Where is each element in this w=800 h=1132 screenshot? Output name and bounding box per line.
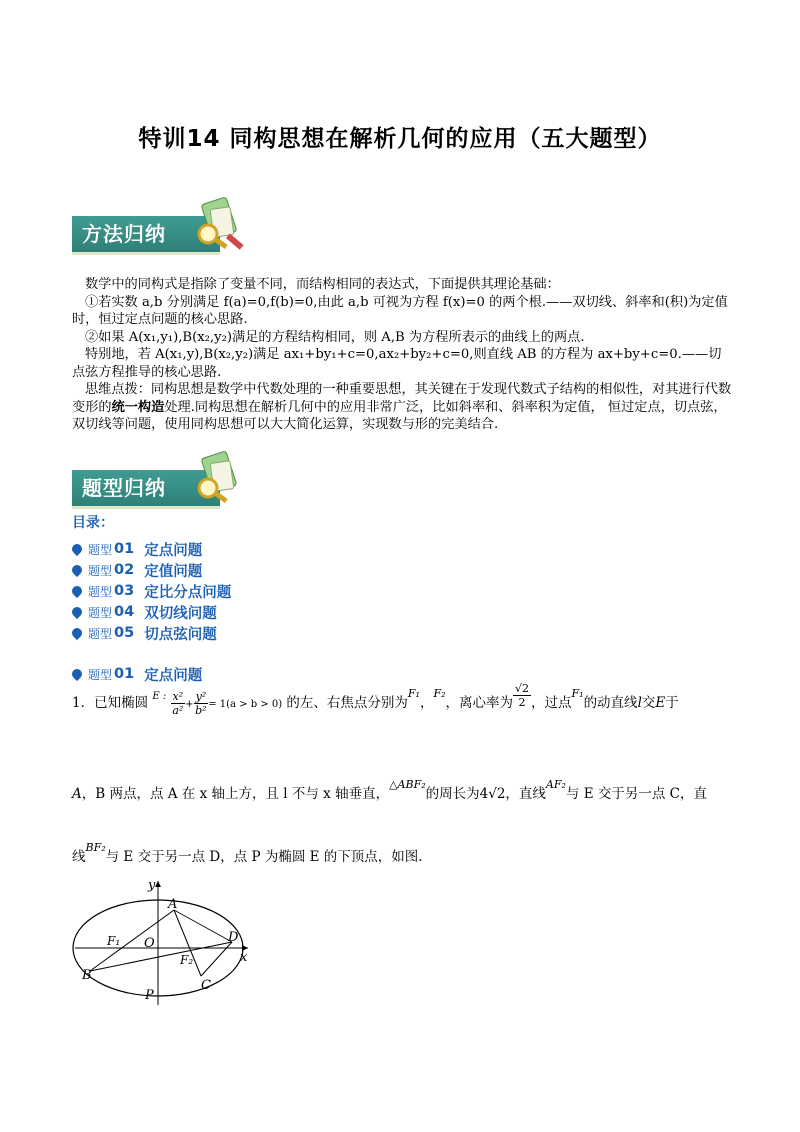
problem-text: ，过点 bbox=[531, 695, 572, 711]
line-ab bbox=[90, 910, 174, 971]
label-a: A bbox=[168, 897, 178, 912]
toc-item-label: 双切线问题 bbox=[144, 605, 217, 622]
location-pin-icon bbox=[70, 584, 84, 598]
toc-item-prefix: 题型 bbox=[88, 626, 113, 641]
problem-text: ，B 两点，点 A 在 x 轴上方，且 l 不与 x 轴垂直， bbox=[81, 786, 390, 802]
problem-text: 的动直线 bbox=[583, 695, 638, 711]
section-heading bbox=[72, 664, 202, 684]
location-pin-icon bbox=[70, 626, 84, 640]
location-pin-icon bbox=[70, 667, 84, 681]
ellipse-figure bbox=[70, 875, 260, 1010]
line-l: l bbox=[637, 695, 642, 711]
toc-item-prefix: 题型 bbox=[88, 584, 113, 599]
ellipse-name: E : bbox=[152, 691, 167, 702]
toc-item-number: 03 bbox=[114, 583, 135, 599]
label-y: y bbox=[148, 878, 156, 893]
intro-paragraph-5-bold: 统一构造 bbox=[111, 399, 165, 415]
label-p: P bbox=[145, 988, 154, 1003]
toc-item-label: 定值问题 bbox=[144, 563, 203, 580]
problem-text: 与 E 交于另一点 C，直 bbox=[565, 786, 707, 802]
toc-item-label: 切点弦问题 bbox=[144, 626, 217, 643]
problem-text: 线 bbox=[72, 849, 86, 865]
ellipse-condition: = 1(a > b > 0) bbox=[208, 699, 283, 710]
problem-text: 的周长为 bbox=[425, 786, 480, 802]
focus-f1: F₁ bbox=[571, 687, 584, 700]
toc-item-number: 01 bbox=[114, 541, 135, 557]
method-summary-banner bbox=[72, 196, 247, 262]
intro-paragraph-5-c: 处理.同构思想在解析几何中的应用非常广泛，比如斜率和、斜率积为定值， 恒过定点，切点弦，双切线等问题，使用同构思想可以大大简化运算，实现数与形的完美结合. bbox=[72, 399, 727, 432]
focus-f2: F₂ bbox=[433, 687, 446, 700]
problem-text: 于 bbox=[665, 695, 679, 711]
intro-paragraph-2: ①若实数 a,b 分别满足 f(a)=0,f(b)=0,由此 a,b 可视为方程 f(x)=0 的两个根.——双切线、斜率和(积)为定值时，恒过定点问题的核心思路. bbox=[72, 294, 728, 327]
location-pin-icon bbox=[70, 563, 84, 577]
banner-label: 方法归纳 bbox=[82, 222, 166, 246]
intro-text bbox=[72, 276, 732, 434]
toc-item-number: 04 bbox=[114, 604, 135, 620]
triangle-abf2: △ABF₂ bbox=[389, 778, 426, 791]
point-a: A bbox=[72, 786, 82, 802]
intro-paragraph-3: ②如果 A(x₁,y₁),B(x₂,y₂)满足的方程结构相同，则 A,B 为方程所表示的曲线上的两点. bbox=[85, 329, 585, 345]
label-origin: O bbox=[144, 936, 155, 951]
location-pin-icon bbox=[70, 542, 84, 556]
book-magnifier-icon bbox=[192, 196, 252, 258]
label-f1: F₁ bbox=[107, 934, 121, 948]
toc-item-number: 02 bbox=[114, 562, 135, 578]
toc-item[interactable] bbox=[72, 539, 202, 559]
section-title: 定点问题 bbox=[144, 667, 203, 684]
toc-item-label: 定比分点问题 bbox=[144, 584, 232, 601]
line-bf2: BF₂ bbox=[85, 841, 106, 854]
fraction-y2-b2: $\frac{\text{y²}}{\text{b²}}$ bbox=[195, 690, 207, 717]
intro-paragraph-5 bbox=[72, 381, 732, 434]
intro-paragraph-5-a: 思维点拨：同构思想是数学中代数处理的一种重要思想，其关键在于发现代数式子结构的相似性，对其进行代数变形的 bbox=[72, 382, 732, 415]
line-ad bbox=[174, 910, 232, 942]
eccentricity-numerator: √2 bbox=[515, 682, 530, 695]
focus-f1: F₁ bbox=[407, 687, 420, 700]
question-types-banner bbox=[72, 450, 247, 516]
toc-heading: 目录： bbox=[72, 515, 114, 531]
location-pin-icon bbox=[70, 605, 84, 619]
toc-item-number: 05 bbox=[114, 625, 135, 641]
toc-item[interactable] bbox=[72, 581, 231, 601]
page-title: 特训14 同构思想在解析几何的应用（五大题型） bbox=[138, 126, 662, 152]
book-magnifier-icon bbox=[192, 450, 252, 512]
ellipse-e: E bbox=[655, 695, 666, 711]
label-b: B bbox=[82, 968, 92, 983]
toc-item-prefix: 题型 bbox=[88, 542, 113, 557]
problem-text: ， bbox=[419, 695, 434, 711]
toc-item-prefix: 题型 bbox=[88, 605, 113, 620]
problem-1-line-3 bbox=[72, 841, 423, 865]
section-prefix: 题型 bbox=[88, 667, 113, 682]
label-c: C bbox=[201, 978, 211, 993]
label-x: x bbox=[240, 950, 248, 965]
toc-item[interactable] bbox=[72, 560, 202, 580]
section-number: 01 bbox=[114, 666, 135, 682]
problem-text: 与 E 交于另一点 D，点 P 为椭圆 E 的下顶点，如图. bbox=[105, 849, 423, 865]
problem-number: 1．已知椭圆 bbox=[72, 695, 149, 711]
problem-text: 交 bbox=[641, 695, 656, 711]
problem-text: 的左、右焦点分别为 bbox=[286, 695, 408, 711]
eccentricity-fraction bbox=[513, 682, 531, 709]
toc-item-prefix: 题型 bbox=[88, 563, 113, 578]
problem-text: ，离心率为 bbox=[445, 695, 513, 711]
toc-item[interactable] bbox=[72, 623, 217, 643]
line-af2: AF₂ bbox=[545, 778, 566, 791]
intro-paragraph-4: 特别地，若 A(x₁,y),B(x₂,y₂)满足 ax₁+by₁+c=0,ax₂+by₂+c=0,则直线 AB 的方程为 ax+by+c=0.——切点弦方程推导的核心思路. bbox=[72, 347, 722, 380]
problem-1-line-2 bbox=[72, 778, 707, 802]
problem-text: ，直线 bbox=[505, 786, 546, 802]
toc-item[interactable] bbox=[72, 602, 217, 622]
perimeter-value: 4√2 bbox=[479, 786, 506, 802]
intro-paragraph-1: 数学中的同构式是指除了变量不同，而结构相同的表达式，下面提供其理论基础： bbox=[85, 277, 560, 292]
problem-1-line-1: 1．已知椭圆 $^{E :}$ $\frac{\text{x²}}{\text{a²}}$ + $\frac{\text{y²}}{\text{b²}}$ = 1(a > b > 0) 的左、右焦点分别为$^{F_1}$，$^{F_2}$，离心率为 $\frac{√2}{2}$ ，过点$^{F_1}$的动直线l交E于 bbox=[72, 682, 679, 717]
eccentricity-denominator: 2 bbox=[518, 696, 526, 709]
banner-label: 题型归纳 bbox=[82, 476, 166, 500]
label-d: D bbox=[228, 930, 239, 945]
fraction-x2-a2: $\frac{\text{x²}}{\text{a²}}$ bbox=[172, 690, 184, 717]
toc-item-label: 定点问题 bbox=[144, 542, 203, 559]
label-f2: F₂ bbox=[180, 953, 194, 967]
